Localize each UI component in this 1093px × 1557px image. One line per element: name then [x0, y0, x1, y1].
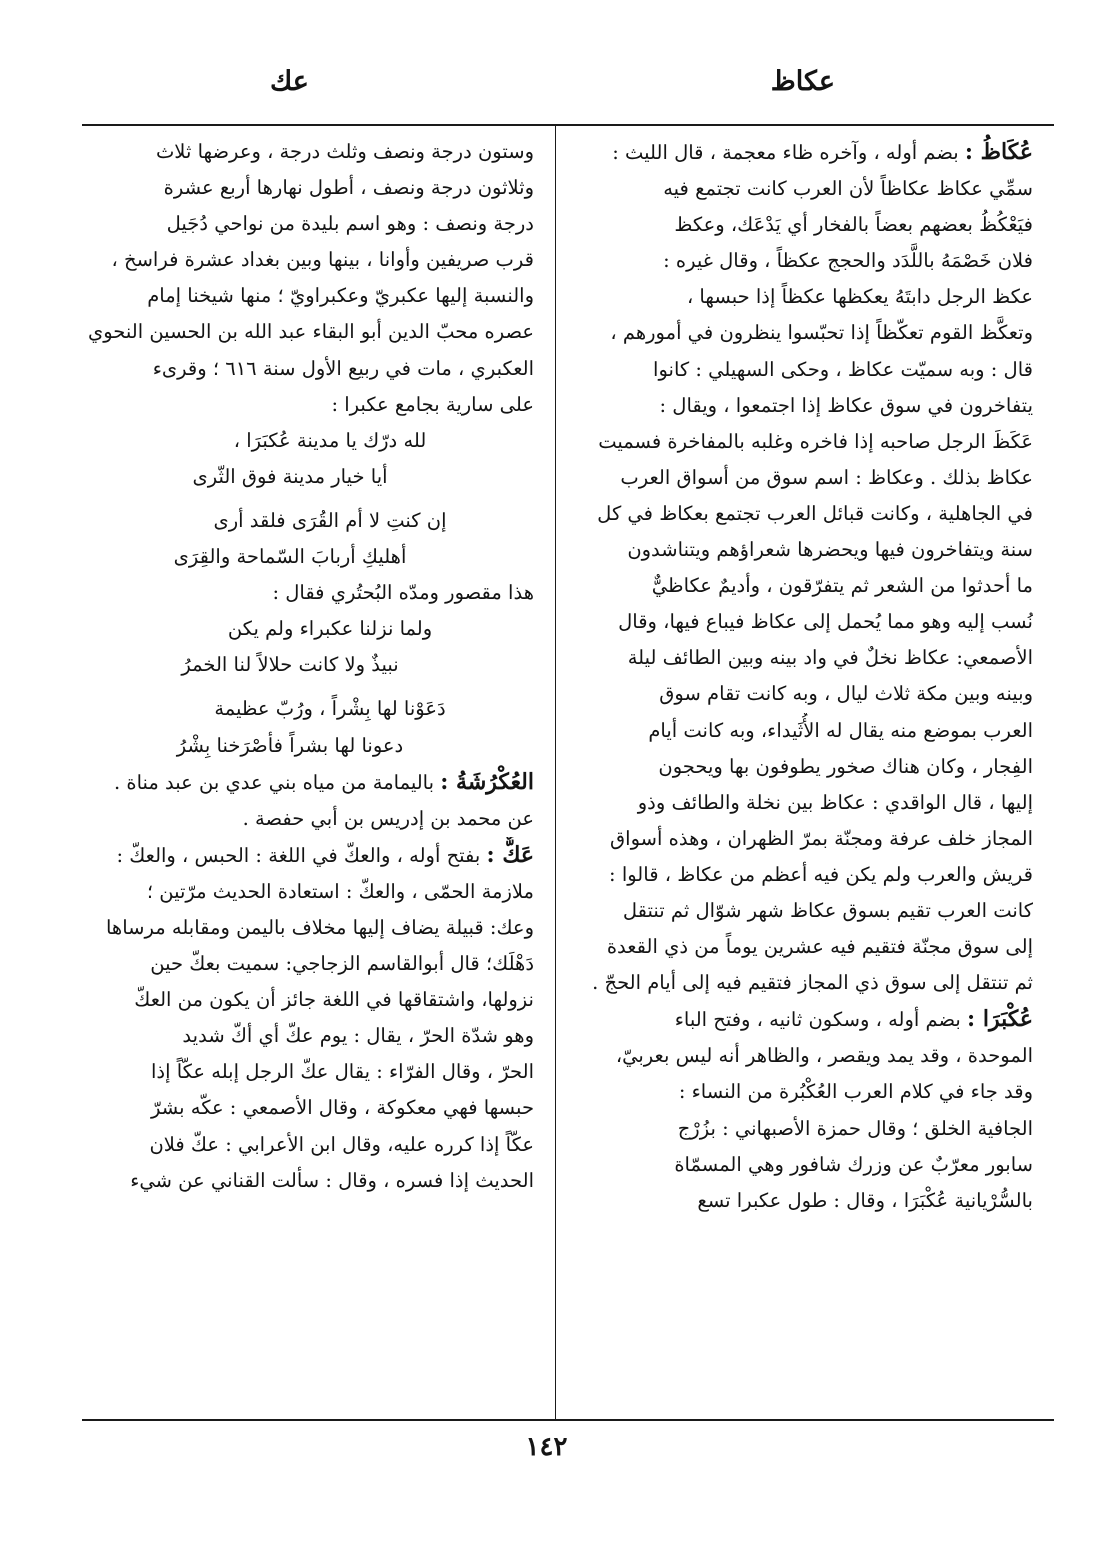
text-line: سابور معرّبٌ عن وزرك شافور وهي المسمّاة: [674, 1152, 1033, 1176]
entry-ukbara-first-line: عُكْبَرَا : بضم أوله ، وسكون ثانيه ، وفتح الباء: [674, 1006, 1033, 1033]
header-rule: [82, 124, 1054, 126]
text-line: إلى سوق مجنّة فتقيم فيه عشرين يوماً من ذي القعدة: [606, 935, 1033, 959]
text-line: الموحدة ، وقد يمد ويقصر ، والظاهر أنه ليس بعربيّ،: [615, 1044, 1033, 1068]
verse-line: دعونا لها بشراً فأصْرَخنا بِشْرُ: [176, 733, 404, 757]
page-number: ١٤٢: [525, 1432, 568, 1462]
verse-gap: [86, 495, 534, 503]
text-line: فيَعْكُظُ بعضهم بعضاً بالفخار أي يَدْعَك، وعكظ: [674, 213, 1033, 237]
verse-gap: [86, 683, 534, 691]
headword-ukbara: عُكْبَرَا :: [967, 1006, 1033, 1033]
text-line: حبسها فهي معكوكة ، وقال الأصمعي : عكّه بشرّ: [150, 1096, 534, 1120]
text-line: وتعكَّظ القوم تعكّظاً إذا تحبّسوا ينظرون في أمورهم ،: [610, 321, 1033, 345]
right-column: [558, 134, 1033, 1409]
text-line: العرب بموضع منه يقال له الأُثَيداء، وبه كانت أيام: [648, 718, 1033, 742]
text-line: والنسبة إليها عكبريّ وعكبراويّ ؛ منها شيخنا إمام: [147, 284, 534, 308]
footer-rule: [82, 1419, 1054, 1421]
text-line: نزولها، واشتقاقها في اللغة جائز أن يكون من العكّ: [134, 988, 534, 1012]
text-line: عكظ الرجل دابتَهُ يعكظها عكظاً إذا حبسها ،: [686, 285, 1033, 309]
text-line: وثلاثون درجة ونصف ، أطول نهارها أربع عشرة: [163, 176, 534, 200]
text-line: الفِجار ، وكان هناك صخور يطوفون بها ويحجون: [658, 754, 1033, 778]
text-line: إليها ، قال الواقدي : عكاظ بين نخلة والطائف وذو: [637, 790, 1033, 814]
verse-line: نبيذٌ ولا كانت حلالاً لنا الخمرُ: [181, 653, 399, 677]
headword-akk: عَكٌّ :: [486, 841, 534, 868]
text-line: عصره محبّ الدين أبو البقاء عبد الله بن الحسين النحوي: [87, 320, 534, 344]
verse-line: ولما نزلنا عكبراء ولم يكن: [227, 617, 433, 641]
text-line: المجاز خلف عرفة ومجنّة بمرّ الظهران ، وهذه أسواق: [610, 826, 1033, 850]
text-line: في الجاهلية ، وكانت قبائل العرب تجتمع بعكاظ في كل: [597, 501, 1033, 525]
text-line: ما أحدثوا من الشعر ثم يتفرّقون ، وأديمٌ عكاظيٌّ: [651, 574, 1033, 598]
text-line: قريش والعرب ولم يكن فيه أعظم من عكاظ ، قالوا :: [609, 862, 1033, 886]
verse-line: إن كنتِ لا أم القُرَى فلقد أرى: [213, 508, 447, 532]
text-line: عكاظ بذلك . وعكاظ : اسم سوق من أسواق العرب: [620, 465, 1033, 489]
text-line: كانت العرب تقيم بسوق عكاظ شهر شوّال ثم تنتقل: [622, 898, 1033, 922]
text-line: الأصمعي: عكاظ نخلٌ في واد بينه وبين الطائف ليلة: [627, 646, 1033, 670]
text-line: قال : وبه سميّت عكاظ ، وحكى السهيلي : كانوا: [653, 357, 1033, 381]
entry-ukaz-first-line: عُكَاظُ : بضم أوله ، وآخره ظاء معجمة ، قال الليث :: [612, 139, 1033, 165]
text-line: فلان خَصْمَهُ باللَّدَد والحجج عكظاً ، وقال غيره :: [663, 249, 1033, 273]
text-line: هذا مقصور ومدّه البُحتُري فقال :: [272, 581, 534, 605]
text-line: يتفاخرون في سوق عكاظ إذا اجتمعوا ، ويقال :: [659, 393, 1033, 417]
verse-line: لله درّك يا مدينة عُكبَرَا ،: [233, 428, 427, 452]
text-line: عن محمد بن إدريس بن أبي حفصة .: [242, 806, 534, 830]
text-line: عَكَظَ الرجل صاحبه إذا فاخره وغلبه بالمفاخرة فسميت: [598, 429, 1033, 453]
text-line: ثم تنتقل إلى سوق ذي المجاز فتقيم فيه إلى أيام الحجّ .: [592, 971, 1033, 995]
text-line: نُسب إليه وهو مما يُحمل إلى عكاظ فيباع فيها، وقال: [618, 610, 1033, 634]
text-line: الحرّ ، وقال الفرّاء : يقال عكّ الرجل إبله عكّاً إذا: [150, 1060, 534, 1084]
text-line: دَهْلَك؛ قال أبوالقاسم الزجاجي: سميت بعكّ حين: [150, 952, 534, 976]
verse-line: أيا خيار مدينة فوق الثّرى: [192, 464, 388, 488]
headword-ukrusha: العُكْرُشَةُ :: [440, 768, 534, 795]
text-line: سنة ويتفاخرون فيها ويحضرها شعراؤهم ويتناشدون: [627, 538, 1033, 562]
text-line: ملازمة الحمّى ، والعكّ : استعادة الحديث مرّتين ؛: [146, 879, 534, 903]
text-line: وستون درجة ونصف وثلث درجة ، وعرضها ثلاث: [155, 140, 534, 163]
text-line: وقد جاء في كلام العرب العُكْبُرة من النساء :: [678, 1080, 1033, 1104]
running-head-right: عكاظ: [770, 66, 835, 97]
text-line: قرب صريفين وأوانا ، بينها وبين بغداد عشرة فراسخ ،: [111, 248, 534, 272]
text-line: بالسُّرْيانية عُكْبَرَا ، وقال : طول عكبرا تسع: [697, 1188, 1033, 1212]
text-line: وهو شدّة الحرّ ، يقال : يوم عكّ أي أكّ شديد: [182, 1024, 534, 1048]
entry-akk-first-line: عَكٌّ : بفتح أوله ، والعكّ في اللغة : الحبس ، والعكّ :: [116, 841, 534, 868]
text-line: وبينه وبين مكة ثلاث ليال ، وبه كانت تقام سوق: [659, 682, 1033, 706]
left-column: [86, 134, 534, 1409]
verse-line: دَعَوْنا لها بِشْراً ، ورُبّ عظيمة: [214, 697, 446, 721]
entry-ukrusha-first-line: العُكْرُشَةُ : باليمامة من مياه بني عدي بن عبد مناة .: [113, 768, 534, 795]
verse-line: أهليكِ أربابَ السّماحة والقِرَى: [173, 545, 407, 569]
headword-ukaz: عُكَاظُ :: [964, 139, 1033, 165]
text-line: عكّاً إذا كرره عليه، وقال ابن الأعرابي : عكّ فلان: [149, 1132, 534, 1156]
text-line: على سارية بجامع عكبرا :: [331, 392, 534, 416]
text-line: الجافية الخلق ؛ وقال حمزة الأصبهاني : بزُرْج: [677, 1116, 1033, 1140]
column-divider: [555, 126, 556, 1419]
text-line: العكبري ، مات في ربيع الأول سنة ٦١٦ ؛ وقرىء: [152, 356, 534, 380]
text-line: وعك: قبيلة يضاف إليها مخلاف باليمن ومقابله مرساها: [105, 915, 534, 939]
running-head-left: عك: [270, 66, 309, 97]
text-line: سمِّي عكاظ عكاظاً لأن العرب كانت تجتمع فيه: [663, 177, 1033, 201]
text-line: الحديث إذا فسره ، وقال : سألت القناني عن شيء: [130, 1168, 534, 1192]
text-line: درجة ونصف : وهو اسم بليدة من نواحي دُجَيل: [166, 212, 534, 236]
